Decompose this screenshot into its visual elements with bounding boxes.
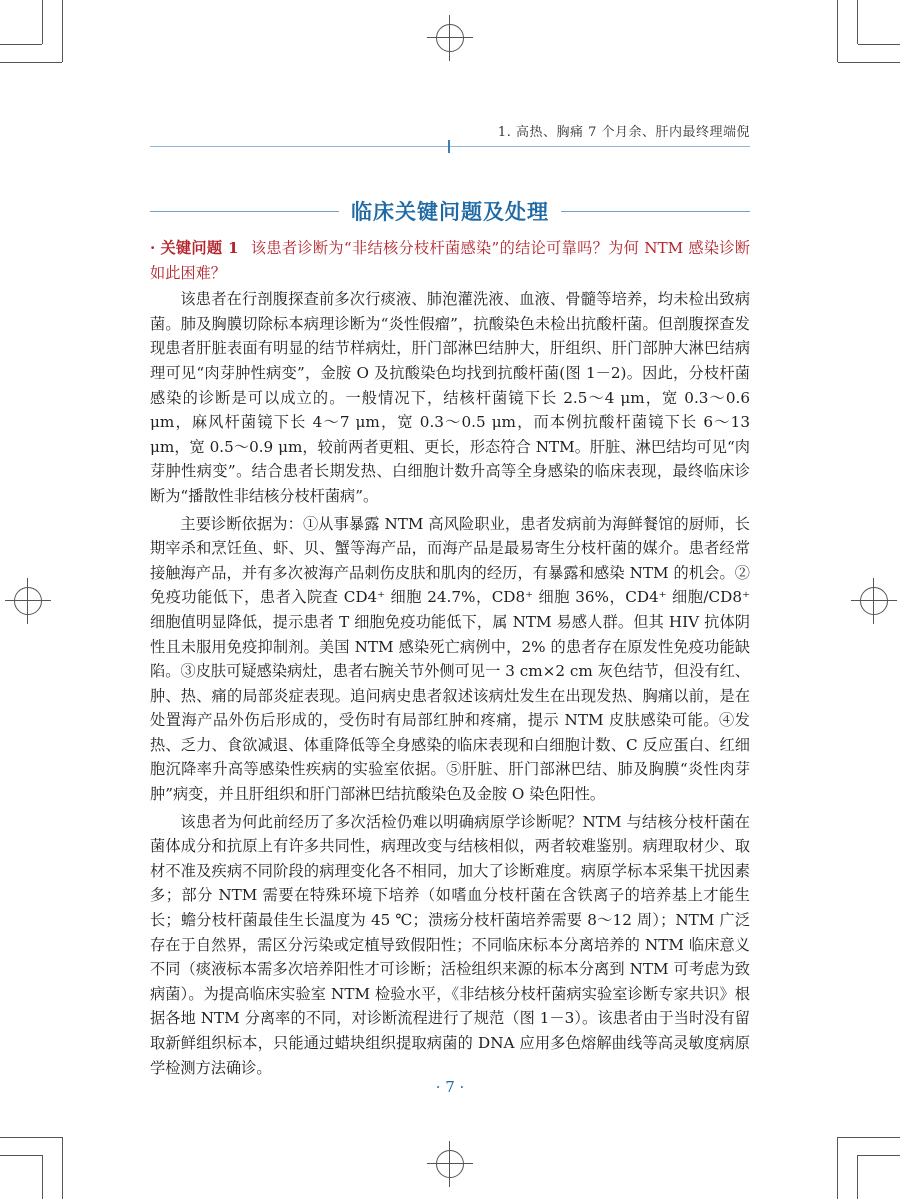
registration-mark-right bbox=[860, 587, 888, 615]
question-label: 关键问题 1 bbox=[160, 239, 239, 257]
crop-mark bbox=[837, 0, 838, 62]
crop-mark bbox=[42, 0, 43, 44]
crop-mark bbox=[858, 44, 900, 45]
header-rule bbox=[150, 146, 750, 147]
crop-mark bbox=[838, 1137, 900, 1138]
crop-mark bbox=[62, 0, 63, 62]
crop-mark bbox=[857, 1155, 858, 1199]
crop-mark bbox=[0, 62, 62, 63]
body-text bbox=[150, 236, 750, 1083]
paragraph-difficulty: 该患者为何此前经历了多次活检仍难以明确病原学诊断呢？NTM 与结核分枝杆菌在菌体成分和抗原上有许多共同性，病理改变与结核相似，两者较难鉴别。病理取材少、取材不准及疾病不同阶段的病理变化各不相同，加大了诊断难度。病原学标本采集干扰因素多；部分 NTM 需要在特殊环境下培养（如嗜血分枝杆菌在含铁离子的培养基上才能生长；蟾分枝杆菌最佳生长温度为 45 ℃；溃疡分枝杆菌培养需要 8～12 周）；NTM 广泛存在于自然界，需区分污染或定植导致假阳性；不同临床标本分离培养的 NTM 临床意义不同（痰液标本需多次培养阳性才可诊断；活检组织来源的标本分离到 NTM 可考虑为致病菌）。为提高临床实验室 NTM 检验水平，《非结核分枝杆菌病实验室诊断专家共识》根据各地 NTM 分离率的不同，对诊断流程进行了规范（图 1－3）。该患者由于当时没有留取新鲜组织标本，只能通过蜡块组织提取病菌的 DNA 应用多色熔解曲线等高灵敏度病原学检测方法确诊。 bbox=[150, 812, 750, 1077]
section-title: 临床关键问题及处理 bbox=[351, 199, 549, 224]
crop-mark bbox=[0, 44, 42, 45]
crop-mark bbox=[858, 1155, 900, 1156]
paragraph-diagnostic-basis: 主要诊断依据为：①从事暴露 NTM 高风险职业，患者发病前为海鲜餐馆的厨师，长期宰杀和烹饪鱼、虾、贝、蟹等海产品，而海产品是最易寄生分枝杆菌的媒介。患者经常接触海产品，并有多次被海产品刺伤皮肤和肌肉的经历，有暴露和感染 NTM 的机会。②免疫功能低下，患者入院查 CD4⁺ 细胞 24.7%，CD8⁺ 细胞 36%，CD4⁺ 细胞/CD8⁺ 细胞值明显降低，提示患者 T 细胞免疫功能低下，属 NTM 易感人群。但其 HIV 抗体阴性且未服用免疫抑制剂。美国 NTM 感染死亡病例中，2% 的患者存在原发性免疫功能缺陷。③皮肤可疑感染病灶，患者右腕关节外侧可见一 3 cm×2 cm 灰色结节，但没有红、肿、热、痛的局部炎症表现。追问病史患者叙述该病灶发生在出现发热、胸痛以前，是在处置海产品外伤后形成的，受伤时有局部红肿和疼痛，提示 NTM 皮肤感染可能。④发热、乏力、食欲减退、体重降低等全身感染的临床表现和白细胞计数、C 反应蛋白、红细胞沉降率升高等感染性疾病的实验室依据。⑤肝脏、肝门部淋巴结、肺及胸膜“炎性肉芽肿”病变，并且肝组织和肝门部淋巴结抗酸染色及金胺 O 染色阳性。 bbox=[150, 514, 750, 804]
crop-mark bbox=[857, 0, 858, 44]
question-text: 该患者诊断为“非结核分枝杆菌感染”的结论可靠吗？为何 NTM 感染诊断如此困难？ bbox=[150, 239, 751, 282]
running-head: 1. 高热、胸痛 7 个月余、肝内最终理端倪 bbox=[497, 125, 750, 140]
heading-rule-right bbox=[561, 211, 750, 212]
paragraph-diagnosis: 该患者在行剖腹探查前多次行痰液、肺泡灌洗液、血液、骨髓等培养，均未检出致病菌。肺及胸膜切除标本病理诊断为“炎性假瘤”，抗酸染色未检出抗酸杆菌。但剖腹探查发现患者肝脏表面有明显的结节样病灶，肝门部淋巴结肿大，肝组织、肝门部肿大淋巴结病理可见“肉芽肿性病变”，金胺 O 及抗酸染色均找到抗酸杆菌(图 1－2)。因此，分枝杆菌感染的诊断是可以成立的。一般情况下，结核杆菌镜下长 2.5～4 μm，宽 0.3～0.6 μm，麻风杆菌镜下长 4～7 μm，宽 0.3～0.5 μm，而本例抗酸杆菌镜下长 6～13 μm，宽 0.5～0.9 μm，较前两者更粗、更长，形态符合 NTM。肝脏、淋巴结均可见“肉芽肿性病变”。结合患者长期发热、白细胞计数升高等全身感染的临床表现，最终临床诊断为“播散性非结核分枝杆菌病”。 bbox=[150, 290, 750, 505]
question-bullet: · bbox=[150, 239, 156, 257]
crop-mark bbox=[0, 1137, 62, 1138]
registration-mark-bottom bbox=[436, 1150, 464, 1178]
crop-mark bbox=[42, 1155, 43, 1199]
page-number: · 7 · bbox=[435, 1078, 465, 1096]
crop-mark bbox=[838, 62, 900, 63]
crop-mark bbox=[0, 1155, 42, 1156]
header-rule-marker bbox=[448, 140, 450, 153]
heading-rule-left bbox=[150, 211, 339, 212]
registration-mark-top bbox=[436, 24, 464, 52]
section-heading bbox=[150, 196, 750, 226]
key-question bbox=[150, 236, 750, 285]
registration-mark-left bbox=[14, 587, 42, 615]
crop-mark bbox=[837, 1137, 838, 1199]
crop-mark bbox=[62, 1137, 63, 1199]
